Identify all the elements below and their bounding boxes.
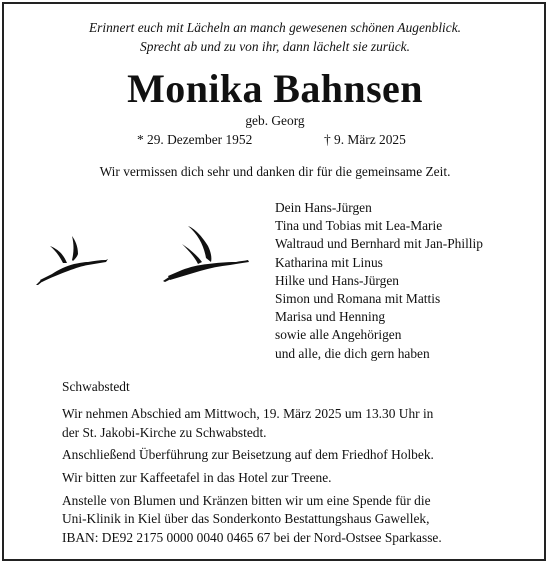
signer-line: Waltraud und Bernhard mit Jan-Phillip bbox=[275, 236, 483, 252]
funeral-line-2: der St. Jakobi-Kirche zu Schwabstedt. bbox=[62, 424, 267, 440]
death-date: † 9. März 2025 bbox=[324, 132, 406, 147]
funeral-details bbox=[62, 378, 492, 552]
signer-line: Tina und Tobias mit Lea-Marie bbox=[275, 218, 443, 234]
donation-line-1: Anstelle von Blumen und Kränzen bitten wir um eine Spende für die bbox=[62, 492, 431, 508]
crane-left-icon bbox=[36, 236, 108, 285]
place-name: Schwabstedt bbox=[62, 379, 130, 394]
thanks-message: Wir vermissen dich sehr und danken dir für die gemeinsame Zeit. bbox=[99, 164, 451, 179]
signer-line: Simon und Romana mit Mattis bbox=[275, 291, 441, 307]
donation-line-3: IBAN: DE92 2175 0000 0040 0465 67 bei der Nord-Ostsee Sparkasse. bbox=[62, 529, 442, 545]
deceased-name: Monika Bahnsen bbox=[127, 66, 423, 111]
maiden-name: geb. Georg bbox=[245, 113, 305, 128]
flying-cranes-icon bbox=[36, 218, 250, 288]
funeral-info bbox=[62, 405, 492, 442]
funeral-line-1: Wir nehmen Abschied am Mittwoch, 19. März 2025 um 13.30 Uhr in bbox=[62, 406, 434, 421]
signer-line: und alle, die dich gern haben bbox=[275, 345, 430, 361]
burial-info: Anschließend Überführung zur Beisetzung auf dem Friedhof Holbek. bbox=[62, 447, 434, 463]
signer-line: sowie alle Angehörigen bbox=[275, 327, 402, 343]
signer-line: Katharina mit Linus bbox=[275, 254, 383, 270]
coffee-info: Wir bitten zur Kaffeetafel in das Hotel zur Treene. bbox=[62, 470, 332, 486]
birth-date: * 29. Dezember 1952 bbox=[137, 132, 253, 147]
memorial-quote bbox=[0, 18, 550, 56]
signer-line: Dein Hans-Jürgen bbox=[275, 200, 372, 215]
crane-right-icon bbox=[163, 226, 249, 282]
donation-line-2: Uni-Klinik in Kiel über das Sonderkonto Bestattungshaus Gawellek, bbox=[62, 511, 430, 527]
signers-list bbox=[275, 199, 483, 363]
donation-info bbox=[62, 492, 492, 548]
quote-line-2: Sprecht ab und zu von ihr, dann lächelt sie zurück. bbox=[140, 39, 410, 54]
quote-line-1: Erinnert euch mit Lächeln an manch gewesenen schönen Augenblick. bbox=[89, 20, 461, 35]
signer-line: Marisa und Henning bbox=[275, 309, 386, 325]
signer-line: Hilke und Hans-Jürgen bbox=[275, 272, 399, 288]
